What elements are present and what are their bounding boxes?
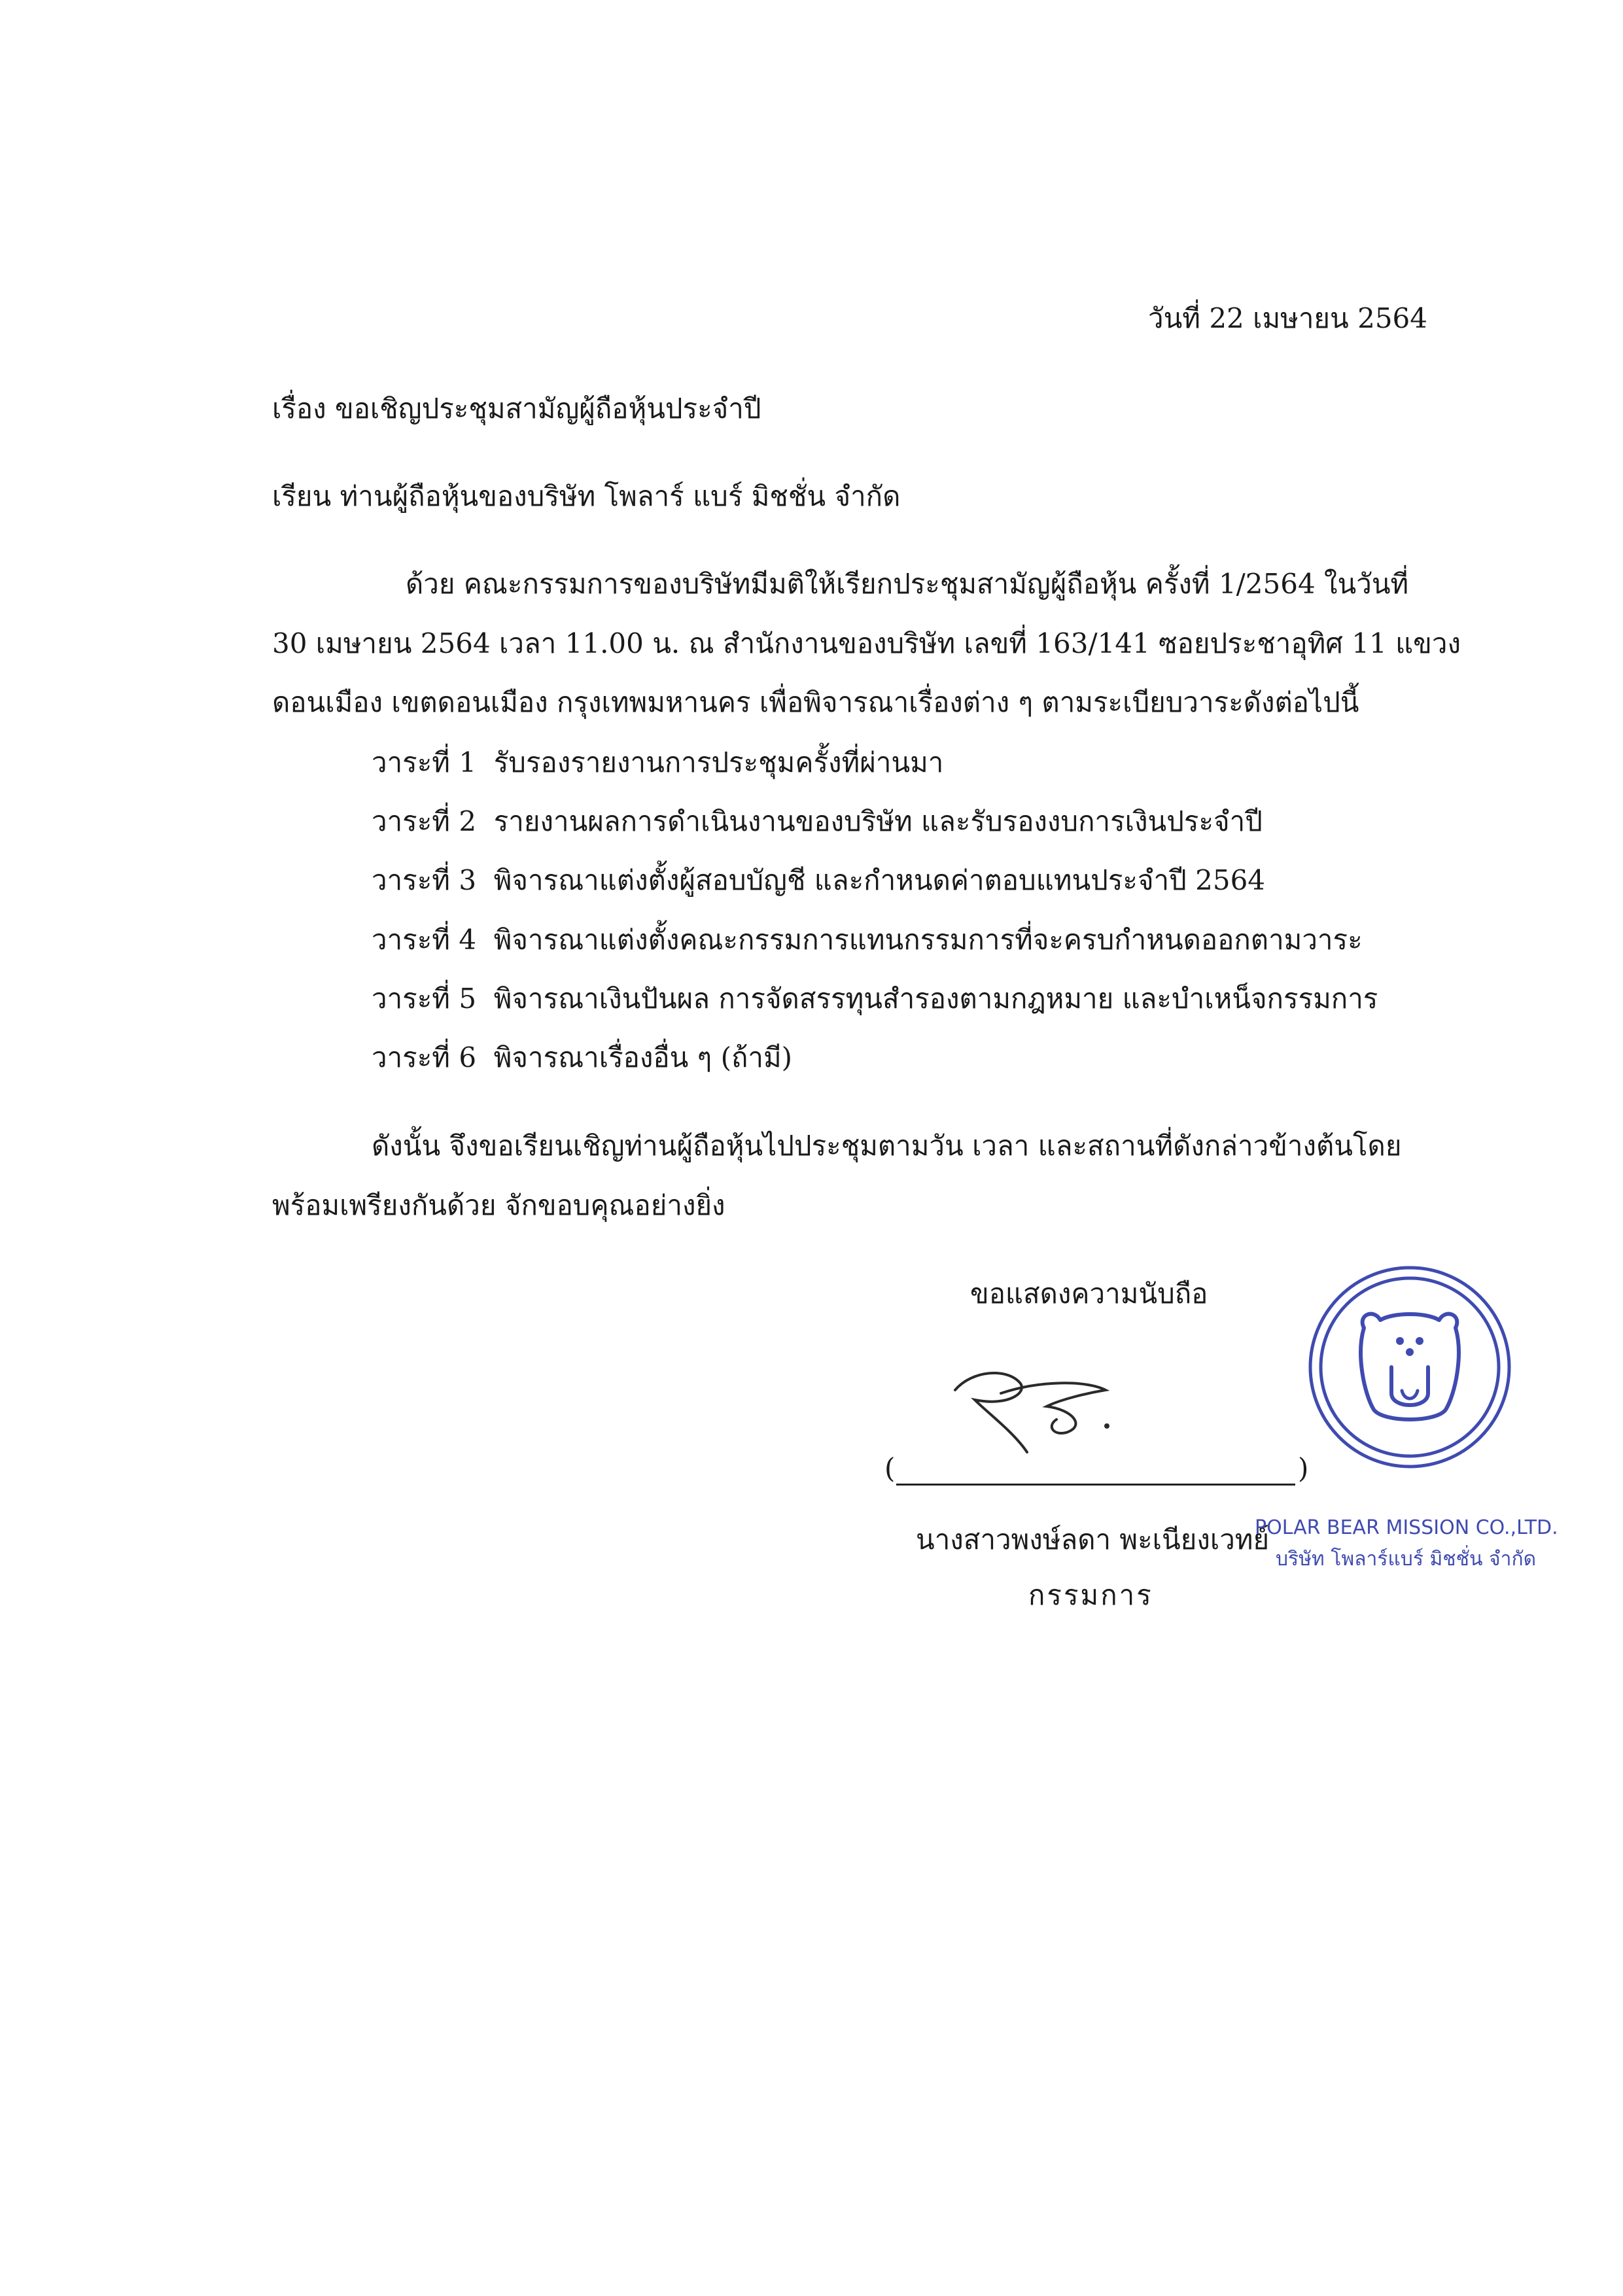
- agenda-label: วาระที่ 2: [372, 805, 477, 837]
- signer-title: กรรมการ: [1028, 1579, 1153, 1611]
- agenda-label: วาระที่ 5: [372, 983, 477, 1015]
- agenda-item: [372, 805, 1263, 837]
- agenda-item: [372, 985, 1378, 1013]
- letter-recipient: เรียน ท่านผู้ถือหุ้นของบริษัท โพลาร์ แบร์ มิชชั่น จำกัด: [272, 480, 901, 512]
- agenda-item: [372, 746, 944, 778]
- agenda-item: [372, 864, 1266, 896]
- signature-line: [896, 1484, 1295, 1486]
- closing-line: ดังนั้น จึงขอเรียนเชิญท่านผู้ถือหุ้นไปประชุมตามวัน เวลา และสถานที่ดังกล่าวข้างต้นโดย: [372, 1130, 1402, 1162]
- signature-close-paren: ): [1298, 1452, 1309, 1484]
- body-line: ด้วย คณะกรรมการของบริษัทมีมติให้เรียกประชุมสามัญผู้ถือหุ้น ครั้งที่ 1/2564 ในวันที่: [406, 568, 1409, 600]
- agenda-label: วาระที่ 6: [372, 1041, 477, 1073]
- agenda-text: พิจารณาแต่งตั้งคณะกรรมการแทนกรรมการที่จะครบกำหนดออกตามวาระ: [493, 924, 1363, 956]
- letter-date: วันที่ 22 เมษายน 2564: [1148, 302, 1427, 334]
- body-line: 30 เมษายน 2564 เวลา 11.00 น. ณ สำนักงานของบริษัท เลขที่ 163/141 ซอยประชาอุทิศ 11 แขวง: [272, 627, 1461, 659]
- agenda-text: พิจารณาแต่งตั้งผู้สอบบัญชี และกำหนดค่าตอบแทนประจำปี 2564: [493, 864, 1266, 896]
- agenda-item: [372, 1041, 793, 1073]
- agenda-text: รับรองรายงานการประชุมครั้งที่ผ่านมา: [493, 746, 944, 778]
- stamp-company-en: POLAR BEAR MISSION CO.,LTD.: [1255, 1516, 1558, 1539]
- polar-bear-icon: [1305, 1262, 1514, 1472]
- stamp-company-th: บริษัท โพลาร์แบร์ มิชชั่น จำกัด: [1276, 1548, 1537, 1571]
- signer-name: นางสาวพงษ์ลดา พะเนียงเวทย์: [916, 1523, 1270, 1556]
- regards-text: ขอแสดงความนับถือ: [970, 1278, 1208, 1310]
- agenda-label: วาระที่ 4: [372, 924, 477, 956]
- letter-subject: เรื่อง ขอเชิญประชุมสามัญผู้ถือหุ้นประจำปี: [272, 392, 761, 425]
- agenda-text: รายงานผลการดำเนินงานของบริษัท และรับรองงบการเงินประจำปี: [493, 805, 1263, 837]
- signature-open-paren: (: [884, 1452, 896, 1484]
- signature-mark: [935, 1354, 1132, 1459]
- closing-line: พร้อมเพรียงกันด้วย จักขอบคุณอย่างยิ่ง: [272, 1189, 725, 1221]
- agenda-text: พิจารณาเงินปันผล การจัดสรรทุนสำรองตามกฎหมาย และบำเหน็จกรรมการ: [493, 983, 1378, 1015]
- body-line: ดอนเมือง เขตดอนเมือง กรุงเทพมหานคร เพื่อพิจารณาเรื่องต่าง ๆ ตามระเบียบวาระดังต่อไปนี้: [272, 686, 1359, 718]
- agenda-label: วาระที่ 1: [372, 746, 477, 778]
- agenda-text: พิจารณาเรื่องอื่น ๆ (ถ้ามี): [493, 1041, 793, 1073]
- agenda-item: [372, 926, 1363, 954]
- agenda-label: วาระที่ 3: [372, 864, 477, 896]
